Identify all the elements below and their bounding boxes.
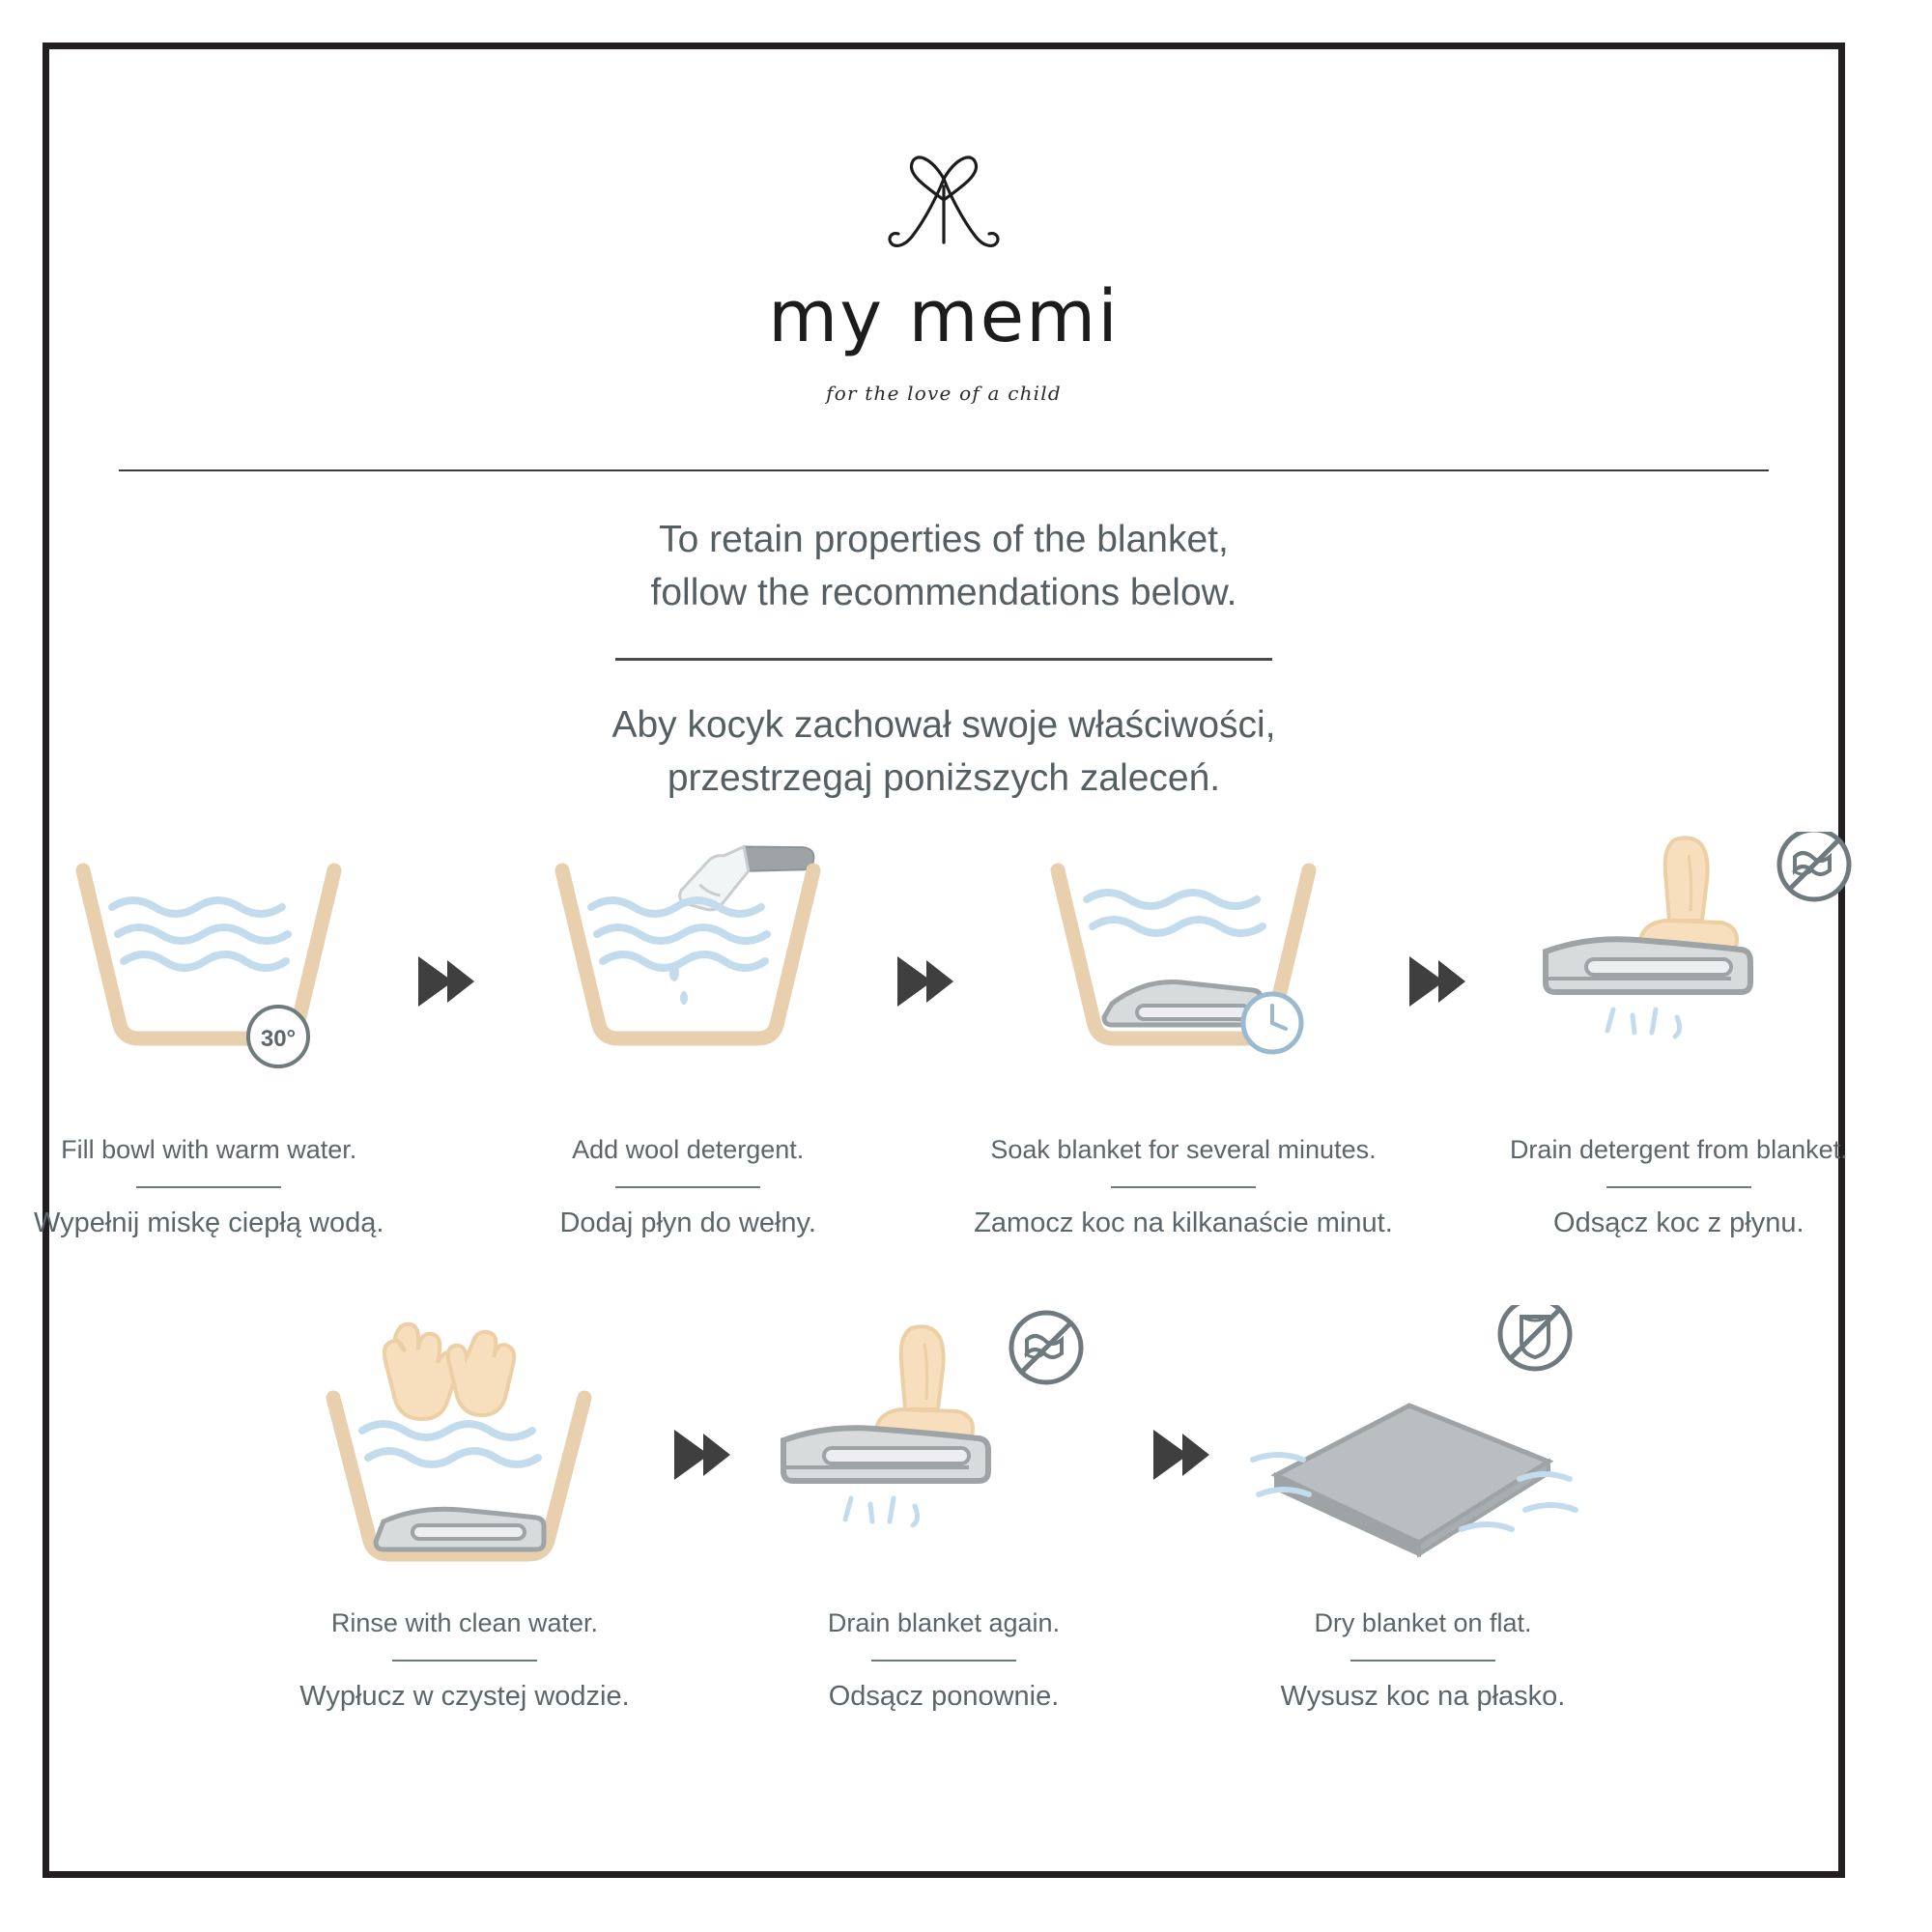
step-art <box>15 832 402 1131</box>
intro-polish <box>49 698 1838 806</box>
step-caption-en: Soak blanket for several minutes. <box>990 1135 1377 1164</box>
step-art <box>1486 832 1872 1131</box>
step-art <box>751 1305 1137 1605</box>
step-caption-en: Fill bowl with warm water. <box>61 1135 357 1164</box>
step-drain-detergent <box>1486 832 1872 1239</box>
step-rinse-clean-water <box>271 1305 658 1713</box>
step-caption-en: Rinse with clean water. <box>330 1608 599 1637</box>
hand-pressing-blanket-no-wring-icon <box>1486 832 1872 1131</box>
brand-tagline: for the love of a child <box>826 382 1062 405</box>
brand-name: my memi <box>768 275 1120 358</box>
intro-english <box>49 513 1838 620</box>
flow-arrow-3 <box>1393 832 1486 1131</box>
intro-polish-line2: przestrzegaj poniższych zaleceń. <box>667 757 1221 800</box>
right-arrow-icon <box>414 951 482 1012</box>
caption-divider <box>392 1660 537 1662</box>
step-art <box>990 832 1377 1131</box>
brand-block <box>49 136 1838 405</box>
hands-rinsing-blanket-in-basin-icon <box>271 1305 658 1605</box>
right-arrow-icon <box>894 951 961 1012</box>
step-add-detergent <box>495 832 881 1239</box>
flow-arrow-5 <box>1137 1305 1230 1605</box>
step-fill-bowl <box>15 832 402 1239</box>
caption-divider <box>136 1186 281 1188</box>
card-frame <box>34 43 1848 1878</box>
intro-english-line1: To retain properties of the blanket, <box>659 519 1229 560</box>
step-row-2 <box>107 1305 1780 1713</box>
step-caption-en: Drain blanket again. <box>827 1608 1061 1637</box>
blanket-drying-flat-no-hanging-icon <box>1230 1305 1616 1605</box>
caption-divider <box>615 1186 760 1188</box>
flow-arrow-2 <box>881 832 974 1131</box>
step-soak-blanket <box>974 832 1393 1239</box>
intro-english-line2: follow the recommendations below. <box>650 572 1237 614</box>
step-art <box>1230 1305 1616 1605</box>
temperature-badge-label: 30° <box>261 1026 297 1052</box>
step-dry-flat <box>1230 1305 1616 1713</box>
intro-polish-line1: Aby kocyk zachował swoje właściwości, <box>611 704 1276 746</box>
step-caption-pl: Odsącz ponownie. <box>828 1681 1060 1712</box>
right-arrow-icon <box>670 1424 738 1486</box>
step-row-1 <box>34 832 1848 1239</box>
caption-divider <box>1111 1186 1256 1188</box>
intro-divider <box>615 658 1272 661</box>
step-caption-en: Dry blanket on flat. <box>1314 1608 1532 1637</box>
caption-divider <box>1606 1186 1751 1188</box>
flow-arrow-1 <box>402 832 495 1131</box>
step-art <box>271 1305 658 1605</box>
blanket-soaking-in-basin-with-timer-icon <box>990 832 1377 1131</box>
header-divider <box>119 469 1769 471</box>
double-heart-monogram-icon <box>862 136 1026 262</box>
caption-divider <box>871 1660 1016 1662</box>
step-drain-again <box>751 1305 1137 1713</box>
step-art <box>495 832 881 1131</box>
right-arrow-icon <box>1406 951 1473 1012</box>
basin-with-water-icon <box>15 832 402 1131</box>
caption-divider <box>1350 1660 1495 1662</box>
step-caption-pl: Wysusz koc na płasko. <box>1280 1681 1566 1712</box>
right-arrow-icon <box>1150 1424 1217 1486</box>
hand-pressing-blanket-no-wring-icon <box>751 1305 1137 1605</box>
flow-arrow-4 <box>658 1305 751 1605</box>
step-caption-pl: Wypełnij miskę ciepłą wodą. <box>34 1208 384 1238</box>
step-caption-en: Add wool detergent. <box>572 1135 805 1164</box>
step-caption-pl: Odsącz koc z płynu. <box>1553 1208 1804 1238</box>
detergent-pouring-into-basin-icon <box>495 832 881 1131</box>
step-caption-en: Drain detergent from blanket. <box>1509 1135 1848 1164</box>
step-caption-pl: Wypłucz w czystej wodzie. <box>299 1681 630 1712</box>
step-caption-pl: Zamocz koc na kilkanaście minut. <box>974 1208 1393 1238</box>
step-caption-pl: Dodaj płyn do wełny. <box>559 1208 816 1238</box>
